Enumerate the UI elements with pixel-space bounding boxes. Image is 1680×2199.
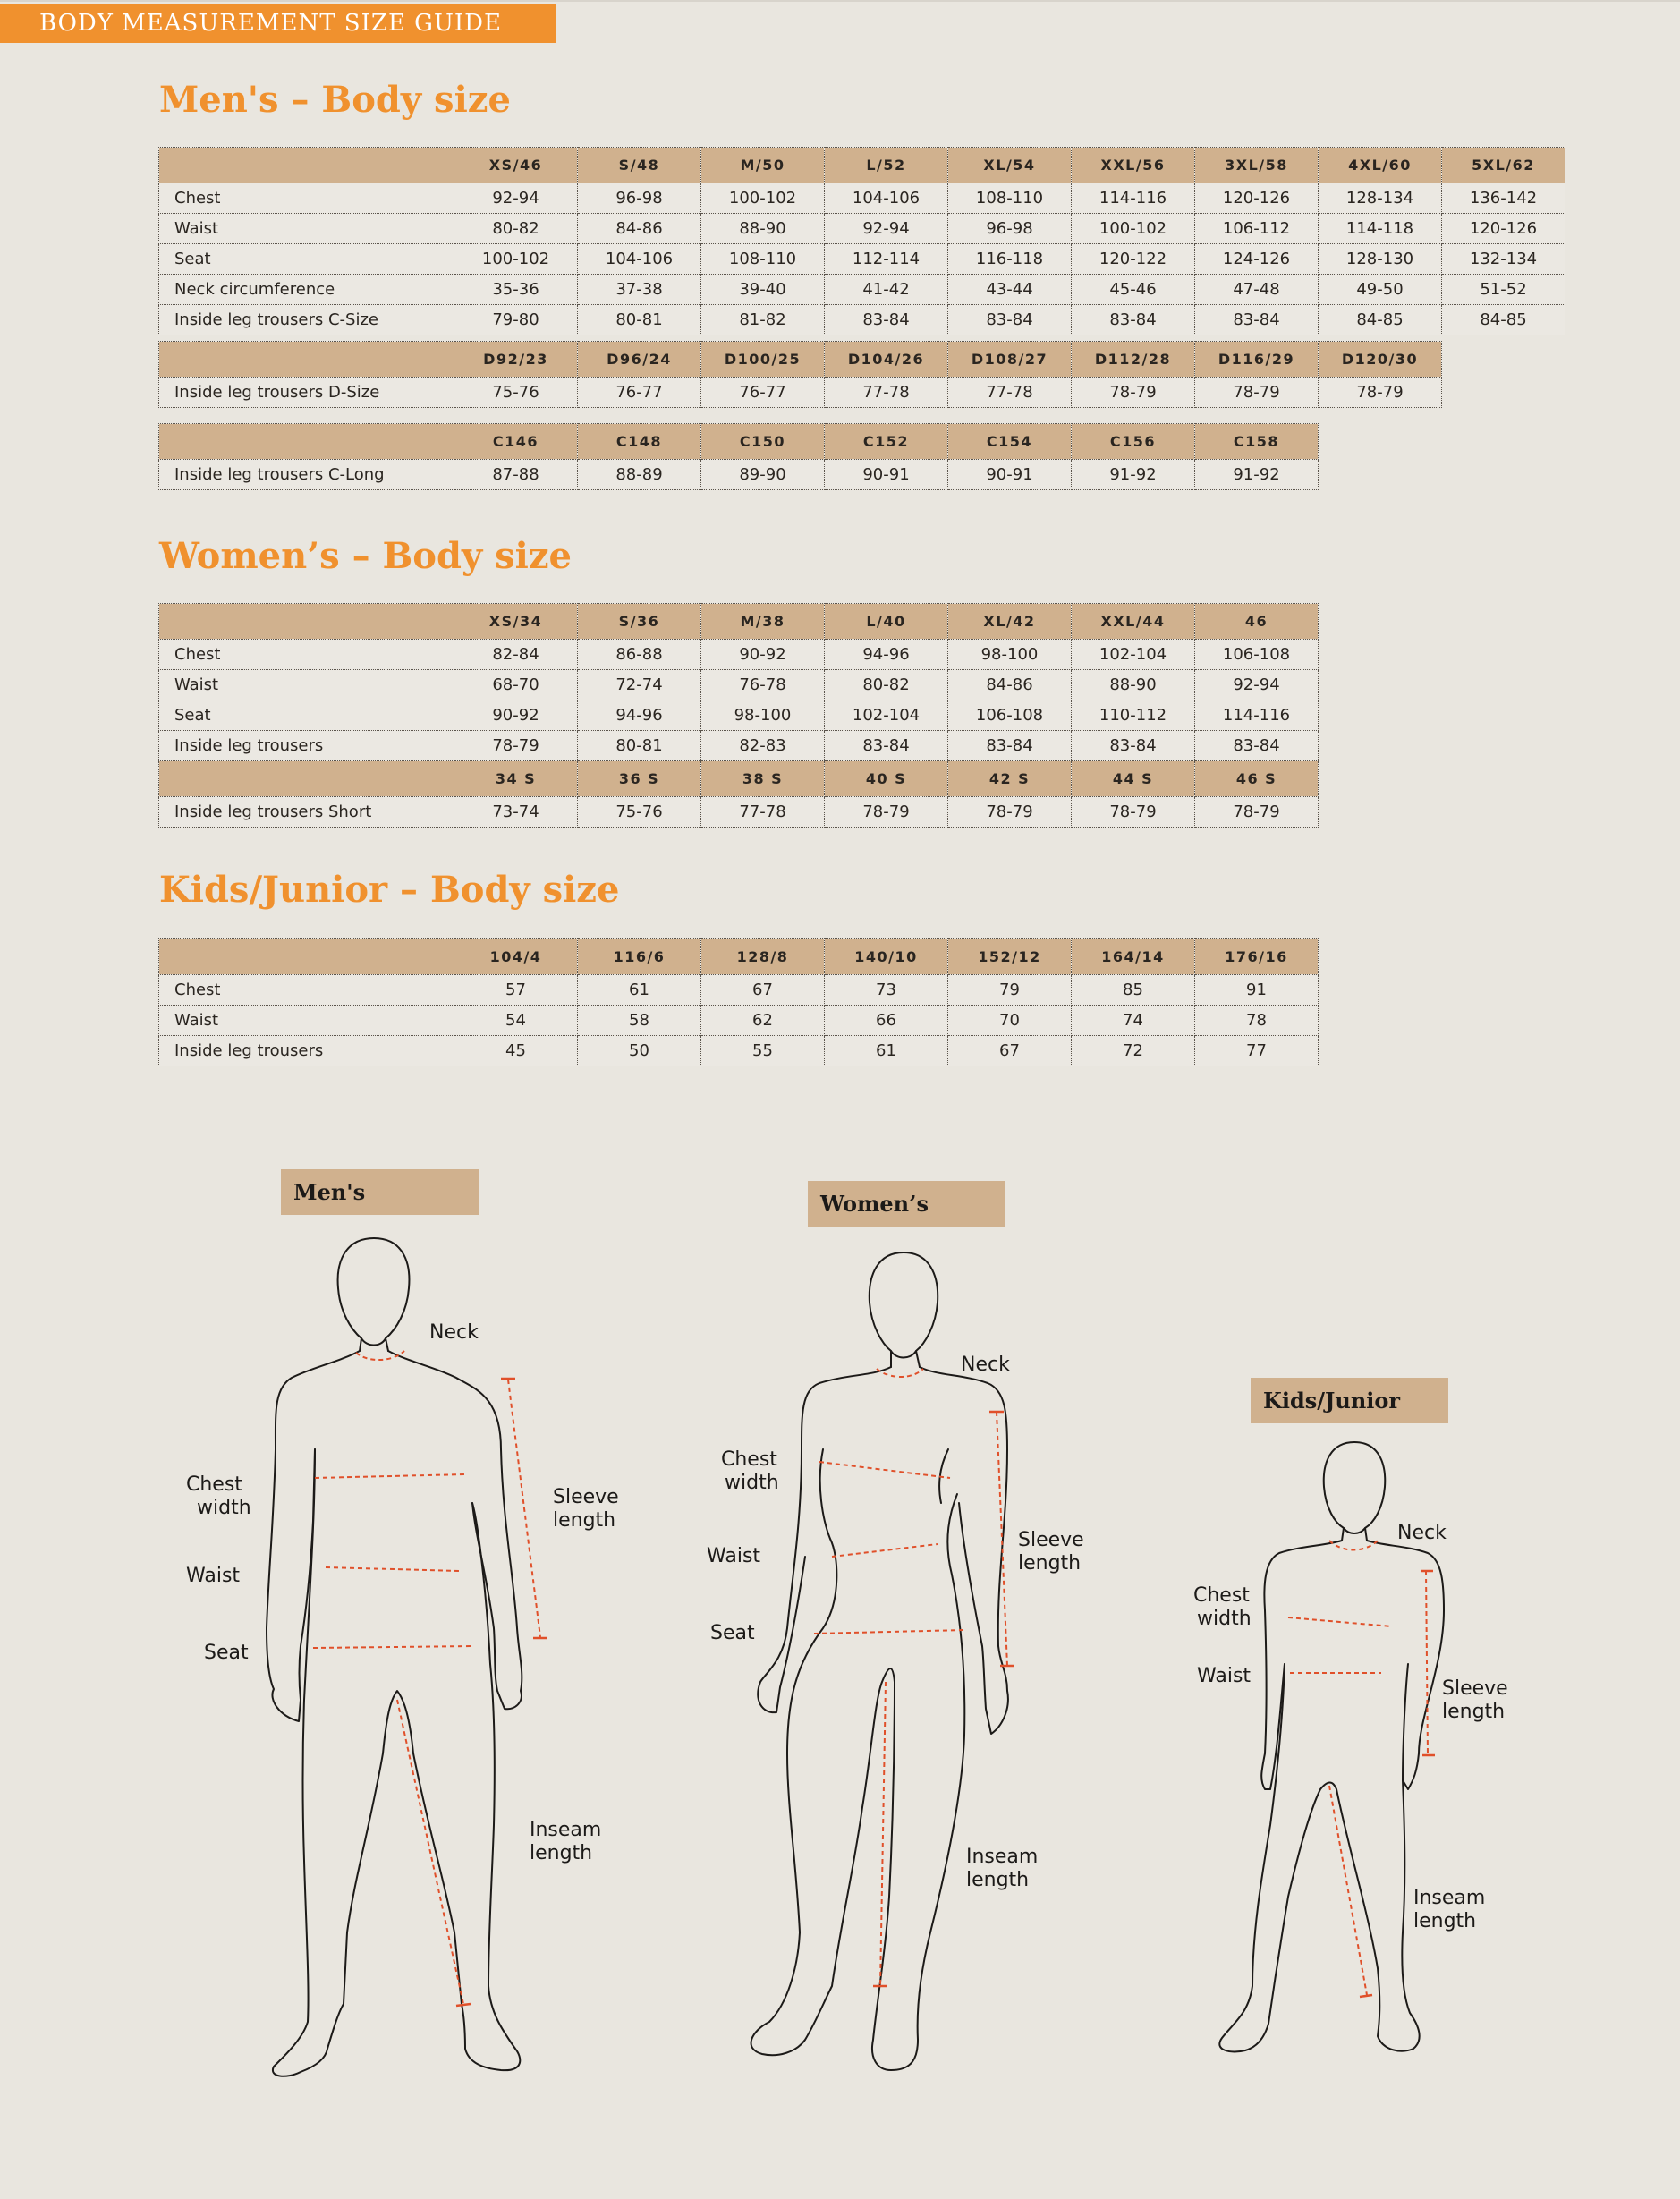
measurement-value-cell: 78-79 bbox=[454, 731, 578, 761]
mens-neck-label: Neck bbox=[429, 1321, 479, 1344]
measurement-value-cell: 90-92 bbox=[701, 640, 825, 670]
measurement-value-cell: 120-122 bbox=[1072, 244, 1195, 275]
size-header-cell: 40 S bbox=[825, 761, 948, 797]
womens-neck-label: Neck bbox=[961, 1354, 1010, 1376]
measurement-value-cell: 66 bbox=[825, 1006, 948, 1036]
measurement-value-cell: 104-106 bbox=[825, 183, 948, 214]
womens-sleeve-label-2: length bbox=[1018, 1552, 1082, 1575]
measurement-value-cell: 96-98 bbox=[578, 183, 701, 214]
measurement-lines bbox=[313, 1351, 1428, 2004]
measurement-value-cell: 84-86 bbox=[578, 214, 701, 244]
size-header-cell: XXL/56 bbox=[1072, 148, 1195, 183]
size-header-cell: 152/12 bbox=[948, 939, 1072, 975]
size-header-cell: L/40 bbox=[825, 604, 948, 640]
womens-figure-label: Women’s bbox=[808, 1181, 1005, 1227]
measurement-end-caps bbox=[456, 1379, 1435, 2006]
page-banner: BODY MEASUREMENT SIZE GUIDE bbox=[0, 4, 556, 43]
kids-chest-label-1: Chest bbox=[1193, 1584, 1250, 1607]
size-header-cell: 46 bbox=[1195, 604, 1319, 640]
measurement-value-cell: 55 bbox=[701, 1036, 825, 1066]
kids-sleeve-measure-line bbox=[1426, 1571, 1428, 1755]
size-header-cell: D92/23 bbox=[454, 342, 578, 378]
measurement-value-cell: 68-70 bbox=[454, 670, 578, 700]
mens-sleeve-label-1: Sleeve bbox=[553, 1486, 619, 1508]
size-header-cell: C146 bbox=[454, 424, 578, 460]
measurement-value-cell: 83-84 bbox=[1072, 305, 1195, 335]
size-header-cell: XL/42 bbox=[948, 604, 1072, 640]
mens-sleeve-label-2: length bbox=[553, 1509, 616, 1532]
measurement-value-cell: 114-116 bbox=[1072, 183, 1195, 214]
mens-figure-label: Men's bbox=[281, 1169, 479, 1215]
measurement-value-cell: 81-82 bbox=[701, 305, 825, 335]
size-header-cell: XL/54 bbox=[948, 148, 1072, 183]
measurement-value-cell: 47-48 bbox=[1195, 275, 1319, 305]
measurement-label-cell: Chest bbox=[159, 975, 454, 1006]
measurement-value-cell: 92-94 bbox=[825, 214, 948, 244]
kids-figure-label: Kids/Junior bbox=[1251, 1378, 1448, 1423]
measurement-value-cell: 78-79 bbox=[1072, 797, 1195, 828]
size-header-cell: XXL/44 bbox=[1072, 604, 1195, 640]
measurement-value-cell: 128-134 bbox=[1319, 183, 1442, 214]
kids-inseam-label-2: length bbox=[1413, 1910, 1477, 1932]
measurement-value-cell: 75-76 bbox=[578, 797, 701, 828]
size-header-cell: D116/29 bbox=[1195, 342, 1319, 378]
measurement-value-cell: 67 bbox=[701, 975, 825, 1006]
measurement-value-cell: 100-102 bbox=[1072, 214, 1195, 244]
measurement-value-cell: 106-108 bbox=[948, 700, 1072, 731]
size-header-cell: 116/6 bbox=[578, 939, 701, 975]
measurement-value-cell: 54 bbox=[454, 1006, 578, 1036]
measurement-value-cell: 61 bbox=[825, 1036, 948, 1066]
mens-seat-measure-line bbox=[313, 1646, 474, 1648]
measurement-value-cell: 90-91 bbox=[825, 460, 948, 490]
measurement-value-cell: 90-91 bbox=[948, 460, 1072, 490]
size-header-cell: S/48 bbox=[578, 148, 701, 183]
measurement-value-cell: 83-84 bbox=[948, 305, 1072, 335]
size-header-cell: 42 S bbox=[948, 761, 1072, 797]
measurement-value-cell: 70 bbox=[948, 1006, 1072, 1036]
measurement-label-cell: Chest bbox=[159, 640, 454, 670]
size-header-cell: XS/34 bbox=[454, 604, 578, 640]
womens-inseam-label-1: Inseam bbox=[966, 1846, 1039, 1868]
mens-inseam-measure-line bbox=[397, 1700, 463, 2004]
size-header-cell: M/50 bbox=[701, 148, 825, 183]
measurement-value-cell: 39-40 bbox=[701, 275, 825, 305]
measurement-value-cell: 77-78 bbox=[825, 378, 948, 408]
size-header-cell: D100/25 bbox=[701, 342, 825, 378]
measurement-value-cell: 51-52 bbox=[1442, 275, 1565, 305]
kids-neck-label: Neck bbox=[1397, 1522, 1447, 1544]
measurement-value-cell: 37-38 bbox=[578, 275, 701, 305]
measurement-value-cell: 87-88 bbox=[454, 460, 578, 490]
mens-body-outline bbox=[267, 1238, 522, 2076]
measurement-value-cell: 43-44 bbox=[948, 275, 1072, 305]
measurement-value-cell: 50 bbox=[578, 1036, 701, 1066]
measurement-value-cell: 83-84 bbox=[1195, 305, 1319, 335]
measurement-value-cell: 73-74 bbox=[454, 797, 578, 828]
measurement-value-cell: 84-85 bbox=[1319, 305, 1442, 335]
measurement-value-cell: 132-134 bbox=[1442, 244, 1565, 275]
measurement-value-cell: 92-94 bbox=[454, 183, 578, 214]
measurement-value-cell: 77-78 bbox=[948, 378, 1072, 408]
measurement-value-cell: 73 bbox=[825, 975, 948, 1006]
measurement-value-cell: 106-112 bbox=[1195, 214, 1319, 244]
measurement-value-cell: 88-89 bbox=[578, 460, 701, 490]
size-header-cell: D96/24 bbox=[578, 342, 701, 378]
measurement-value-cell: 78 bbox=[1195, 1006, 1319, 1036]
measurement-value-cell: 108-110 bbox=[948, 183, 1072, 214]
measurement-value-cell: 91-92 bbox=[1195, 460, 1319, 490]
measurement-value-cell: 98-100 bbox=[948, 640, 1072, 670]
measurement-value-cell: 75-76 bbox=[454, 378, 578, 408]
mens-waist-measure-line bbox=[326, 1567, 460, 1571]
kids-waist-label: Waist bbox=[1197, 1665, 1252, 1687]
measurement-value-cell: 35-36 bbox=[454, 275, 578, 305]
measurement-value-cell: 92-94 bbox=[1195, 670, 1319, 700]
measurement-value-cell: 78-79 bbox=[948, 797, 1072, 828]
measurement-label-cell: Inside leg trousers C-Long bbox=[159, 460, 454, 490]
measurement-label-cell: Chest bbox=[159, 183, 454, 214]
measurement-value-cell: 120-126 bbox=[1442, 214, 1565, 244]
measurement-value-cell: 120-126 bbox=[1195, 183, 1319, 214]
size-header-cell: 140/10 bbox=[825, 939, 948, 975]
measurement-value-cell: 83-84 bbox=[825, 731, 948, 761]
measurement-value-cell: 116-118 bbox=[948, 244, 1072, 275]
kids-sleeve-label-1: Sleeve bbox=[1442, 1677, 1508, 1700]
measurement-label-cell: Waist bbox=[159, 214, 454, 244]
measurement-value-cell: 79-80 bbox=[454, 305, 578, 335]
size-header-cell: S/36 bbox=[578, 604, 701, 640]
measurement-value-cell: 77 bbox=[1195, 1036, 1319, 1066]
measurement-label-cell: Inside leg trousers bbox=[159, 1036, 454, 1066]
measurement-value-cell: 102-104 bbox=[1072, 640, 1195, 670]
kids-inseam-label-1: Inseam bbox=[1413, 1887, 1486, 1909]
size-header-cell: 164/14 bbox=[1072, 939, 1195, 975]
measurement-value-cell: 108-110 bbox=[701, 244, 825, 275]
measurement-label-cell: Seat bbox=[159, 700, 454, 731]
measurement-value-cell: 91 bbox=[1195, 975, 1319, 1006]
size-header-cell: 5XL/62 bbox=[1442, 148, 1565, 183]
size-header-cell: C150 bbox=[701, 424, 825, 460]
measurement-value-cell: 100-102 bbox=[454, 244, 578, 275]
measurement-value-cell: 128-130 bbox=[1319, 244, 1442, 275]
size-header-cell: 36 S bbox=[578, 761, 701, 797]
measurement-value-cell: 80-82 bbox=[825, 670, 948, 700]
measurement-value-cell: 110-112 bbox=[1072, 700, 1195, 731]
measurement-value-cell: 41-42 bbox=[825, 275, 948, 305]
mens-waist-label: Waist bbox=[186, 1565, 241, 1587]
size-header-cell: XS/46 bbox=[454, 148, 578, 183]
measurement-value-cell: 80-82 bbox=[454, 214, 578, 244]
measurement-value-cell: 82-83 bbox=[701, 731, 825, 761]
measurement-value-cell: 80-81 bbox=[578, 731, 701, 761]
mens-chest-label-2: width bbox=[197, 1497, 251, 1519]
measurement-value-cell: 86-88 bbox=[578, 640, 701, 670]
measurement-value-cell: 72 bbox=[1072, 1036, 1195, 1066]
measurement-value-cell: 57 bbox=[454, 975, 578, 1006]
womens-seat-measure-line bbox=[814, 1630, 964, 1634]
measurement-value-cell: 84-85 bbox=[1442, 305, 1565, 335]
size-header-cell: C158 bbox=[1195, 424, 1319, 460]
womens-waist-measure-line bbox=[832, 1544, 938, 1557]
measurement-label-cell: Waist bbox=[159, 670, 454, 700]
womens-sleeve-label-1: Sleeve bbox=[1018, 1529, 1084, 1551]
measurement-label-cell: Neck circumference bbox=[159, 275, 454, 305]
measurement-value-cell: 78-79 bbox=[1195, 378, 1319, 408]
measurement-value-cell: 89-90 bbox=[701, 460, 825, 490]
measurement-value-cell: 114-118 bbox=[1319, 214, 1442, 244]
measurement-value-cell: 49-50 bbox=[1319, 275, 1442, 305]
size-header-cell: 34 S bbox=[454, 761, 578, 797]
measurement-value-cell: 84-86 bbox=[948, 670, 1072, 700]
measurement-label-cell: Inside leg trousers Short bbox=[159, 797, 454, 828]
measurement-value-cell: 62 bbox=[701, 1006, 825, 1036]
size-header-cell: C148 bbox=[578, 424, 701, 460]
mens-sleeve-measure-line bbox=[508, 1380, 540, 1637]
measurement-value-cell: 112-114 bbox=[825, 244, 948, 275]
measurement-value-cell: 88-90 bbox=[701, 214, 825, 244]
size-header-cell: L/52 bbox=[825, 148, 948, 183]
measurement-value-cell: 90-92 bbox=[454, 700, 578, 731]
measurement-value-cell: 67 bbox=[948, 1036, 1072, 1066]
womens-inseam-label-2: length bbox=[966, 1869, 1030, 1891]
measurement-label-cell: Seat bbox=[159, 244, 454, 275]
mens-inseam-label-1: Inseam bbox=[530, 1819, 602, 1841]
kids-chest-measure-line bbox=[1288, 1617, 1392, 1626]
size-header-cell: 3XL/58 bbox=[1195, 148, 1319, 183]
womens-seat-label: Seat bbox=[710, 1622, 755, 1644]
measurement-value-cell: 79 bbox=[948, 975, 1072, 1006]
measurement-value-cell: 96-98 bbox=[948, 214, 1072, 244]
measurement-value-cell: 124-126 bbox=[1195, 244, 1319, 275]
womens-chest-measure-line bbox=[819, 1462, 950, 1478]
size-header-cell: M/38 bbox=[701, 604, 825, 640]
measurement-value-cell: 76-77 bbox=[701, 378, 825, 408]
measurement-value-cell: 83-84 bbox=[1195, 731, 1319, 761]
measurement-value-cell: 74 bbox=[1072, 1006, 1195, 1036]
womens-chest-label-1: Chest bbox=[721, 1448, 777, 1471]
measurement-value-cell: 61 bbox=[578, 975, 701, 1006]
size-header-cell: 38 S bbox=[701, 761, 825, 797]
measurement-value-cell: 80-81 bbox=[578, 305, 701, 335]
measurement-value-cell: 104-106 bbox=[578, 244, 701, 275]
measurement-value-cell: 76-78 bbox=[701, 670, 825, 700]
measurement-value-cell: 78-79 bbox=[1072, 378, 1195, 408]
measurement-value-cell: 106-108 bbox=[1195, 640, 1319, 670]
size-header-cell: 128/8 bbox=[701, 939, 825, 975]
size-header-cell: 44 S bbox=[1072, 761, 1195, 797]
size-header-cell: 46 S bbox=[1195, 761, 1319, 797]
measurement-label-cell: Inside leg trousers C-Size bbox=[159, 305, 454, 335]
measurement-value-cell: 91-92 bbox=[1072, 460, 1195, 490]
mens-section-title: Men's – Body size bbox=[159, 79, 511, 121]
measurement-value-cell: 78-79 bbox=[825, 797, 948, 828]
measurement-value-cell: 102-104 bbox=[825, 700, 948, 731]
size-header-cell: 4XL/60 bbox=[1319, 148, 1442, 183]
measurement-value-cell: 83-84 bbox=[825, 305, 948, 335]
measurement-value-cell: 83-84 bbox=[948, 731, 1072, 761]
size-header-cell: D120/30 bbox=[1319, 342, 1442, 378]
womens-waist-label: Waist bbox=[707, 1545, 761, 1567]
measurement-value-cell: 58 bbox=[578, 1006, 701, 1036]
womens-chest-label-2: width bbox=[725, 1472, 779, 1494]
measurement-value-cell: 45 bbox=[454, 1036, 578, 1066]
size-header-cell: C156 bbox=[1072, 424, 1195, 460]
measurement-value-cell: 98-100 bbox=[701, 700, 825, 731]
size-header-cell: 176/16 bbox=[1195, 939, 1319, 975]
size-header-cell: D108/27 bbox=[948, 342, 1072, 378]
mens-chest-label-1: Chest bbox=[186, 1473, 242, 1496]
measurement-value-cell: 85 bbox=[1072, 975, 1195, 1006]
size-header-cell: C152 bbox=[825, 424, 948, 460]
measurement-value-cell: 72-74 bbox=[578, 670, 701, 700]
measurement-value-cell: 45-46 bbox=[1072, 275, 1195, 305]
measurement-value-cell: 136-142 bbox=[1442, 183, 1565, 214]
kids-section-title: Kids/Junior – Body size bbox=[159, 869, 620, 911]
measurement-value-cell: 114-116 bbox=[1195, 700, 1319, 731]
measurement-value-cell: 83-84 bbox=[1072, 731, 1195, 761]
size-header-cell: D104/26 bbox=[825, 342, 948, 378]
measurement-value-cell: 77-78 bbox=[701, 797, 825, 828]
measurement-value-cell: 76-77 bbox=[578, 378, 701, 408]
measurement-value-cell: 100-102 bbox=[701, 183, 825, 214]
measurement-value-cell: 94-96 bbox=[825, 640, 948, 670]
mens-inseam-label-2: length bbox=[530, 1842, 593, 1864]
mens-chest-measure-line bbox=[315, 1474, 465, 1478]
size-header-cell: D112/28 bbox=[1072, 342, 1195, 378]
womens-section-title: Women’s – Body size bbox=[159, 535, 572, 577]
measurement-value-cell: 78-79 bbox=[1319, 378, 1442, 408]
measurement-value-cell: 94-96 bbox=[578, 700, 701, 731]
measurement-label-cell: Waist bbox=[159, 1006, 454, 1036]
measurement-value-cell: 88-90 bbox=[1072, 670, 1195, 700]
measurement-label-cell: Inside leg trousers D-Size bbox=[159, 378, 454, 408]
kids-chest-label-2: width bbox=[1197, 1608, 1252, 1630]
measurement-value-cell: 78-79 bbox=[1195, 797, 1319, 828]
measurement-label-cell: Inside leg trousers bbox=[159, 731, 454, 761]
size-header-cell: C154 bbox=[948, 424, 1072, 460]
mens-neck-measure-line bbox=[356, 1351, 404, 1360]
kids-sleeve-label-2: length bbox=[1442, 1701, 1506, 1723]
measurement-value-cell: 82-84 bbox=[454, 640, 578, 670]
mens-seat-label: Seat bbox=[204, 1642, 249, 1664]
size-header-cell: 104/4 bbox=[454, 939, 578, 975]
